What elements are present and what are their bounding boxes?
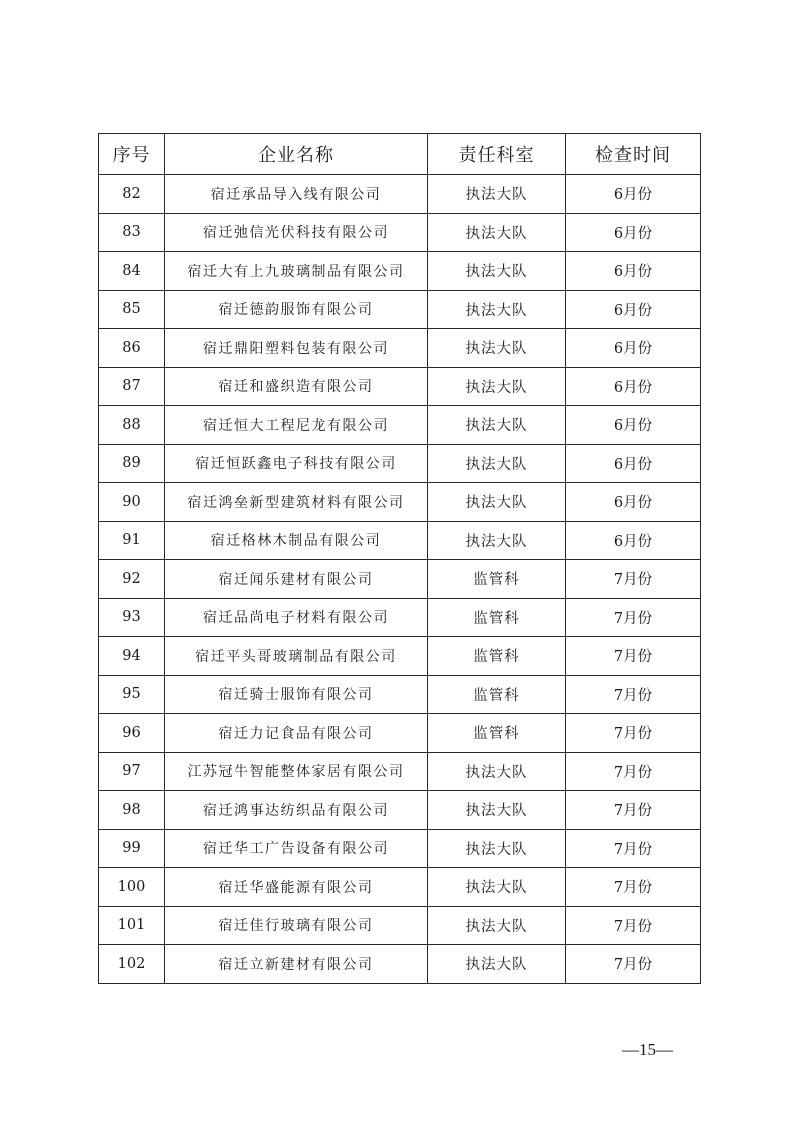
- table-row: [99, 483, 701, 522]
- inspection-time-cell: 6月份: [566, 444, 701, 483]
- serial-number-cell: 94: [99, 637, 165, 676]
- inspection-time-cell: 7月份: [566, 752, 701, 791]
- department-cell: 执法大队: [428, 483, 566, 522]
- department-cell: 监管科: [428, 675, 566, 714]
- table-row: [99, 213, 701, 252]
- serial-number-cell: 85: [99, 290, 165, 329]
- enterprise-name-cell: 宿迁鼎阳塑料包装有限公司: [165, 329, 428, 368]
- department-cell: 执法大队: [428, 329, 566, 368]
- inspection-time-cell: 7月份: [566, 560, 701, 599]
- enterprise-name-cell: 江苏冠牛智能整体家居有限公司: [165, 752, 428, 791]
- header-serial-number: 序号: [99, 134, 165, 175]
- serial-number-cell: 102: [99, 945, 165, 984]
- serial-number-cell: 89: [99, 444, 165, 483]
- serial-number-cell: 98: [99, 791, 165, 830]
- enterprise-name-cell: 宿迁鸿垒新型建筑材料有限公司: [165, 483, 428, 522]
- table-row: [99, 175, 701, 214]
- department-cell: 监管科: [428, 637, 566, 676]
- table-row: [99, 560, 701, 599]
- department-cell: 监管科: [428, 714, 566, 753]
- enterprise-name-cell: 宿迁平头哥玻璃制品有限公司: [165, 637, 428, 676]
- inspection-time-cell: 6月份: [566, 290, 701, 329]
- inspection-time-cell: 7月份: [566, 714, 701, 753]
- table-row: [99, 252, 701, 291]
- page-number: —15—: [622, 1040, 673, 1059]
- department-cell: 执法大队: [428, 791, 566, 830]
- department-cell: 执法大队: [428, 213, 566, 252]
- serial-number-cell: 83: [99, 213, 165, 252]
- table-body: [99, 175, 701, 984]
- inspection-time-cell: 6月份: [566, 521, 701, 560]
- serial-number-cell: 90: [99, 483, 165, 522]
- serial-number-cell: 101: [99, 906, 165, 945]
- enterprise-name-cell: 宿迁佳行玻璃有限公司: [165, 906, 428, 945]
- enterprise-name-cell: 宿迁华工广告设备有限公司: [165, 829, 428, 868]
- serial-number-cell: 95: [99, 675, 165, 714]
- table-row: [99, 675, 701, 714]
- serial-number-cell: 92: [99, 560, 165, 599]
- table-row: [99, 829, 701, 868]
- table-row: [99, 752, 701, 791]
- inspection-time-cell: 7月份: [566, 675, 701, 714]
- enterprise-name-cell: 宿迁恒大工程尼龙有限公司: [165, 406, 428, 445]
- inspection-time-cell: 6月份: [566, 252, 701, 291]
- enterprise-name-cell: 宿迁大有上九玻璃制品有限公司: [165, 252, 428, 291]
- header-inspection-time: 检查时间: [566, 134, 701, 175]
- enterprise-name-cell: 宿迁力记食品有限公司: [165, 714, 428, 753]
- department-cell: 执法大队: [428, 175, 566, 214]
- table-row: [99, 868, 701, 907]
- enterprise-inspection-table: [98, 133, 701, 984]
- enterprise-name-cell: 宿迁承品导入线有限公司: [165, 175, 428, 214]
- inspection-time-cell: 6月份: [566, 406, 701, 445]
- serial-number-cell: 100: [99, 868, 165, 907]
- table-row: [99, 637, 701, 676]
- enterprise-name-cell: 宿迁品尚电子材料有限公司: [165, 598, 428, 637]
- serial-number-cell: 86: [99, 329, 165, 368]
- serial-number-cell: 88: [99, 406, 165, 445]
- inspection-time-cell: 7月份: [566, 829, 701, 868]
- table-row: [99, 521, 701, 560]
- enterprise-name-cell: 宿迁骑士服饰有限公司: [165, 675, 428, 714]
- department-cell: 监管科: [428, 560, 566, 599]
- inspection-time-cell: 7月份: [566, 637, 701, 676]
- serial-number-cell: 97: [99, 752, 165, 791]
- department-cell: 执法大队: [428, 367, 566, 406]
- department-cell: 执法大队: [428, 252, 566, 291]
- table-row: [99, 906, 701, 945]
- enterprise-name-cell: 宿迁华盛能源有限公司: [165, 868, 428, 907]
- table-row: [99, 290, 701, 329]
- serial-number-cell: 87: [99, 367, 165, 406]
- table-row: [99, 367, 701, 406]
- enterprise-name-cell: 宿迁闻乐建材有限公司: [165, 560, 428, 599]
- department-cell: 执法大队: [428, 521, 566, 560]
- enterprise-name-cell: 宿迁弛信光伏科技有限公司: [165, 213, 428, 252]
- table-row: [99, 406, 701, 445]
- serial-number-cell: 99: [99, 829, 165, 868]
- inspection-time-cell: 6月份: [566, 213, 701, 252]
- inspection-time-cell: 6月份: [566, 175, 701, 214]
- serial-number-cell: 91: [99, 521, 165, 560]
- table-row: [99, 444, 701, 483]
- inspection-time-cell: 6月份: [566, 367, 701, 406]
- department-cell: 执法大队: [428, 868, 566, 907]
- enterprise-name-cell: 宿迁立新建材有限公司: [165, 945, 428, 984]
- header-enterprise-name: 企业名称: [165, 134, 428, 175]
- inspection-time-cell: 7月份: [566, 598, 701, 637]
- department-cell: 执法大队: [428, 945, 566, 984]
- enterprise-name-cell: 宿迁格林木制品有限公司: [165, 521, 428, 560]
- enterprise-name-cell: 宿迁鸿事达纺织品有限公司: [165, 791, 428, 830]
- department-cell: 执法大队: [428, 829, 566, 868]
- department-cell: 执法大队: [428, 290, 566, 329]
- table-row: [99, 714, 701, 753]
- table-row: [99, 329, 701, 368]
- inspection-time-cell: 7月份: [566, 906, 701, 945]
- enterprise-name-cell: 宿迁德韵服饰有限公司: [165, 290, 428, 329]
- serial-number-cell: 82: [99, 175, 165, 214]
- enterprise-name-cell: 宿迁恒跃鑫电子科技有限公司: [165, 444, 428, 483]
- serial-number-cell: 96: [99, 714, 165, 753]
- enterprise-name-cell: 宿迁和盛织造有限公司: [165, 367, 428, 406]
- department-cell: 执法大队: [428, 752, 566, 791]
- department-cell: 执法大队: [428, 444, 566, 483]
- inspection-time-cell: 7月份: [566, 791, 701, 830]
- department-cell: 执法大队: [428, 406, 566, 445]
- table-row: [99, 945, 701, 984]
- table-row: [99, 598, 701, 637]
- table-row: [99, 791, 701, 830]
- serial-number-cell: 93: [99, 598, 165, 637]
- inspection-time-cell: 6月份: [566, 329, 701, 368]
- department-cell: 监管科: [428, 598, 566, 637]
- inspection-time-cell: 7月份: [566, 868, 701, 907]
- inspection-time-cell: 6月份: [566, 483, 701, 522]
- serial-number-cell: 84: [99, 252, 165, 291]
- header-responsible-department: 责任科室: [428, 134, 566, 175]
- department-cell: 执法大队: [428, 906, 566, 945]
- table-header-row: [99, 134, 701, 175]
- inspection-time-cell: 7月份: [566, 945, 701, 984]
